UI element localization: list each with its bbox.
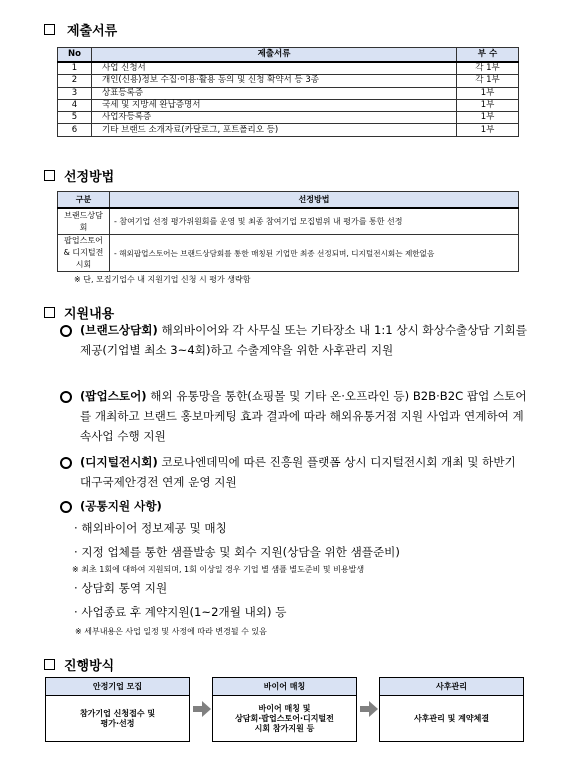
list-item: · 지정 업체를 통한 샘플발송 및 회수 지원(상담을 위한 샘플준비) (74, 545, 400, 559)
docs-table-header (58, 48, 519, 63)
docs-cell-no: 2 (58, 75, 92, 87)
docs-col-name: 제출서류 (92, 48, 457, 63)
hollow-circle-bullet-icon (60, 501, 72, 513)
docs-col-count: 부 수 (457, 48, 519, 63)
selection-table-header (58, 192, 519, 209)
support-item-text: 해외 유통망을 통한(쇼핑몰 및 기타 온·오프라인 등) B2B·B2C 팝업 스토어를 개최하고 브랜드 홍보마케팅 효과 결과에 따라 해외유통거점 지원 사업과 연계하여 계속사업 수행 지원 (80, 389, 527, 443)
docs-cell-name: 기타 브랜드 소개자료(카달로그, 포트폴리오 등) (92, 124, 457, 136)
support-item-text: 코로나엔데믹에 따른 진흥원 플랫폼 상시 디지털전시회 개최 및 하반기 대구국제안경전 연계 운영 지원 (80, 455, 516, 489)
support-item-popup (60, 386, 530, 446)
process-step-line: 사후관리 및 계약체결 (413, 713, 490, 723)
selection-cell-method: - 해외팝업스토어는 브랜드상담회를 통한 매칭된 기업만 최종 선정되며, 디지털전시회는 제한없음 (110, 235, 519, 272)
docs-col-no: No (58, 48, 92, 63)
selection-cell-method: - 참여기업 선정 평가위원회를 운영 및 최종 참여기업 모집범위 내 평가를 통한 선정 (110, 208, 519, 235)
section-support-title: 지원내용 (64, 307, 115, 322)
docs-cell-no: 5 (58, 112, 92, 124)
selection-cell-category: 팝업스토어 & 디지털전시회 (58, 235, 110, 272)
process-step-head: 바이어 매칭 (213, 678, 356, 696)
docs-cell-count: 1부 (457, 112, 519, 124)
detail-note: ※ 세부내용은 사업 일정 및 사정에 따라 변경될 수 있음 (75, 627, 267, 636)
table-row (58, 99, 519, 111)
list-item: · 해외바이어 정보제공 및 매칭 (74, 521, 227, 535)
support-item-consulting (60, 320, 530, 360)
process-step-body (213, 696, 356, 741)
section-selection-title: 선정방법 (64, 170, 115, 185)
support-item-common (60, 496, 530, 516)
selection-col-category: 구분 (58, 192, 110, 209)
table-row (58, 62, 519, 75)
checkbox-square-icon (44, 659, 55, 670)
docs-cell-no: 3 (58, 87, 92, 99)
support-item-title: (디지털전시회) (80, 455, 158, 469)
docs-cell-no: 6 (58, 124, 92, 136)
docs-cell-no: 1 (58, 62, 92, 75)
process-step-body (380, 696, 523, 741)
docs-cell-name: 상표등록증 (92, 87, 457, 99)
hollow-circle-bullet-icon (60, 325, 72, 337)
selection-col-method: 선정방법 (110, 192, 519, 209)
table-row (58, 208, 519, 235)
docs-cell-count: 1부 (457, 99, 519, 111)
docs-cell-no: 4 (58, 99, 92, 111)
table-row (58, 75, 519, 87)
process-step-line: 상담회·팝업스토어·디지털전 (235, 713, 334, 723)
process-step-line: 시회 참가지원 등 (254, 723, 315, 733)
support-item-text: 해외바이어와 각 사무실 또는 기타장소 내 1:1 상시 화상수출상담 기회를 제공(기업별 최소 3~4회)하고 수출계약을 위한 사후관리 지원 (80, 323, 527, 357)
docs-cell-count: 1부 (457, 124, 519, 136)
support-item-title: (공통지원 사항) (80, 499, 162, 513)
support-item-title: (브랜드상담회) (80, 323, 158, 337)
process-step-line: 참가기업 신청접수 및 (79, 708, 156, 718)
process-step-body (46, 696, 189, 741)
section-docs-heading (44, 20, 117, 39)
process-step-line: 평가·선정 (100, 718, 135, 728)
table-row (58, 124, 519, 136)
process-step-matching (212, 677, 357, 742)
support-item-digital (60, 452, 530, 492)
docs-cell-count: 각 1부 (457, 62, 519, 75)
hollow-circle-bullet-icon (60, 391, 72, 403)
selection-note: ※ 단, 모집기업수 내 지원기업 신청 시 평가 생략함 (74, 275, 251, 284)
checkbox-square-icon (44, 170, 55, 181)
sample-note: ※ 최초 1회에 대하여 지원되며, 1회 이상일 경우 기업 별 샘플 별도준비 및 비용발생 (72, 565, 365, 574)
docs-cell-count: 각 1부 (457, 75, 519, 87)
hollow-circle-bullet-icon (60, 457, 72, 469)
section-process-title: 진행방식 (64, 659, 115, 674)
docs-cell-name: 개인(신용)정보 수집·이용·활용 동의 및 신청 확약서 등 3종 (92, 75, 457, 87)
section-selection-heading (44, 166, 114, 185)
process-step-head: 안정기업 모집 (46, 678, 189, 696)
table-row (58, 112, 519, 124)
process-step-recruit (45, 677, 190, 742)
docs-cell-name: 사업자등록증 (92, 112, 457, 124)
list-item: · 사업종료 후 계약지원(1~2개월 내외) 등 (74, 605, 287, 619)
selection-cell-category: 브랜드상담회 (58, 208, 110, 235)
checkbox-square-icon (44, 24, 55, 35)
table-row (58, 87, 519, 99)
docs-cell-count: 1부 (457, 87, 519, 99)
checkbox-square-icon (44, 307, 55, 318)
selection-table (57, 191, 519, 272)
support-item-title: (팝업스토어) (80, 389, 147, 403)
docs-table (57, 47, 519, 137)
docs-cell-name: 국세 및 지방세 완납증명서 (92, 99, 457, 111)
process-step-head: 사후관리 (380, 678, 523, 696)
process-step-line: 바이어 매칭 및 (258, 703, 311, 713)
section-process-heading (44, 655, 114, 674)
docs-cell-name: 사업 신청서 (92, 62, 457, 75)
list-item: · 상담회 통역 지원 (74, 581, 168, 595)
section-docs-title: 제출서류 (67, 24, 118, 39)
process-step-aftercare (379, 677, 524, 742)
table-row (58, 235, 519, 272)
